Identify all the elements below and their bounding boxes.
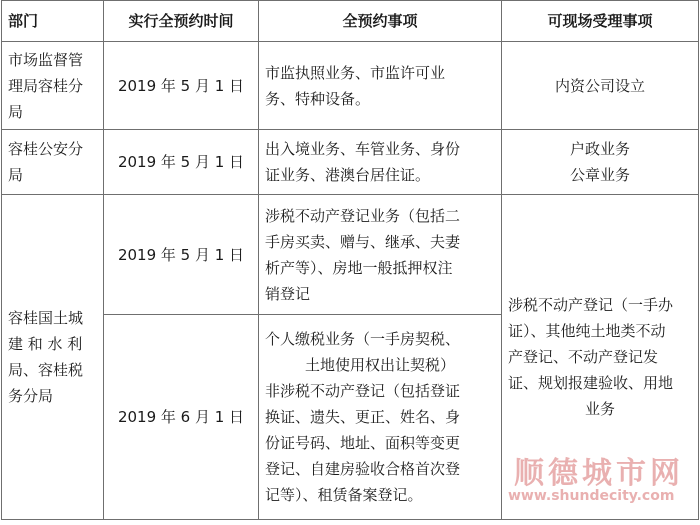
- department-cell: [2, 195, 104, 520]
- onsite-line: 证、规划报建验收、用地: [508, 374, 674, 392]
- item-line: 非涉税不动产登记（包括登证: [265, 382, 461, 400]
- department-line: 容桂公安分: [8, 140, 84, 158]
- item-line: 土地使用权出让契税）: [304, 356, 455, 374]
- onsite-line: 内资公司设立: [554, 76, 645, 95]
- item-line: 换证、遗失、更正、姓名、身: [265, 408, 461, 426]
- department-line: 建 和 水 利: [8, 335, 83, 353]
- item-line: 份证号码、地址、面积等变更: [265, 434, 461, 452]
- item-line: 销登记: [265, 284, 311, 303]
- full-appointment-cell: [259, 195, 502, 315]
- header-onsite-items: 可现场受理事项: [502, 1, 699, 42]
- watermark-url: www.shundecity.com: [508, 488, 675, 504]
- table-row: [2, 130, 699, 195]
- department-line: 局: [8, 166, 24, 184]
- date-cell: 2019 年 5 月 1 日: [104, 42, 259, 130]
- onsite-line: 涉税不动产登记（一手办: [508, 296, 674, 314]
- onsite-line: 产登记、不动产登记发: [508, 348, 659, 366]
- onsite-line: 业务: [584, 400, 615, 418]
- header-department: 部门: [2, 1, 104, 42]
- item-line: 登记、自建房验收合格首次登: [265, 460, 461, 478]
- item-line: 证业务、港澳台居住证。: [265, 166, 431, 184]
- table-row: [2, 42, 699, 130]
- department-line: 容桂国土城: [8, 309, 84, 327]
- department-line: 局: [8, 102, 24, 121]
- item-line: 涉税不动产登记业务（包括二: [265, 206, 461, 225]
- onsite-cell: [502, 130, 699, 195]
- full-appointment-cell: [259, 42, 502, 130]
- date-cell: 2019 年 5 月 1 日: [104, 195, 259, 315]
- date-cell: 2019 年 6 月 1 日: [104, 315, 259, 520]
- department-line: 务分局: [8, 387, 54, 405]
- appointment-table: [1, 0, 699, 520]
- item-line: 出入境业务、车管业务、身份: [265, 140, 461, 158]
- header-full-appointment-date: 实行全预约时间: [104, 1, 259, 42]
- item-line: 记等）、租赁备案登记。: [265, 486, 423, 504]
- department-line: 局、容桂税: [8, 361, 84, 379]
- item-line: 个人缴税业务（一手房契税、: [265, 330, 461, 348]
- department-line: 理局容桂分: [8, 76, 84, 95]
- onsite-cell: [502, 195, 699, 520]
- full-appointment-cell: [259, 130, 502, 195]
- header-full-appointment-items: 全预约事项: [259, 1, 502, 42]
- table-row: [2, 195, 699, 315]
- item-line: 务、特种设备。: [265, 89, 371, 108]
- department-cell: [2, 42, 104, 130]
- onsite-line: 户政业务: [569, 140, 630, 158]
- item-line: 手房买卖、赠与、继承、夫妻: [265, 232, 461, 251]
- department-line: 市场监督管: [8, 50, 84, 69]
- watermark-title: 顺德城市网: [514, 456, 684, 491]
- date-cell: 2019 年 5 月 1 日: [104, 130, 259, 195]
- onsite-cell: [502, 42, 699, 130]
- item-line: 析产等）、房地一般抵押权注: [265, 258, 453, 277]
- full-appointment-cell: [259, 315, 502, 520]
- onsite-line: 公章业务: [569, 166, 630, 184]
- table-header-row: [2, 1, 699, 42]
- department-cell: [2, 130, 104, 195]
- onsite-line: 证）、其他纯土地类不动: [508, 322, 666, 340]
- item-line: 市监执照业务、市监许可业: [265, 63, 446, 82]
